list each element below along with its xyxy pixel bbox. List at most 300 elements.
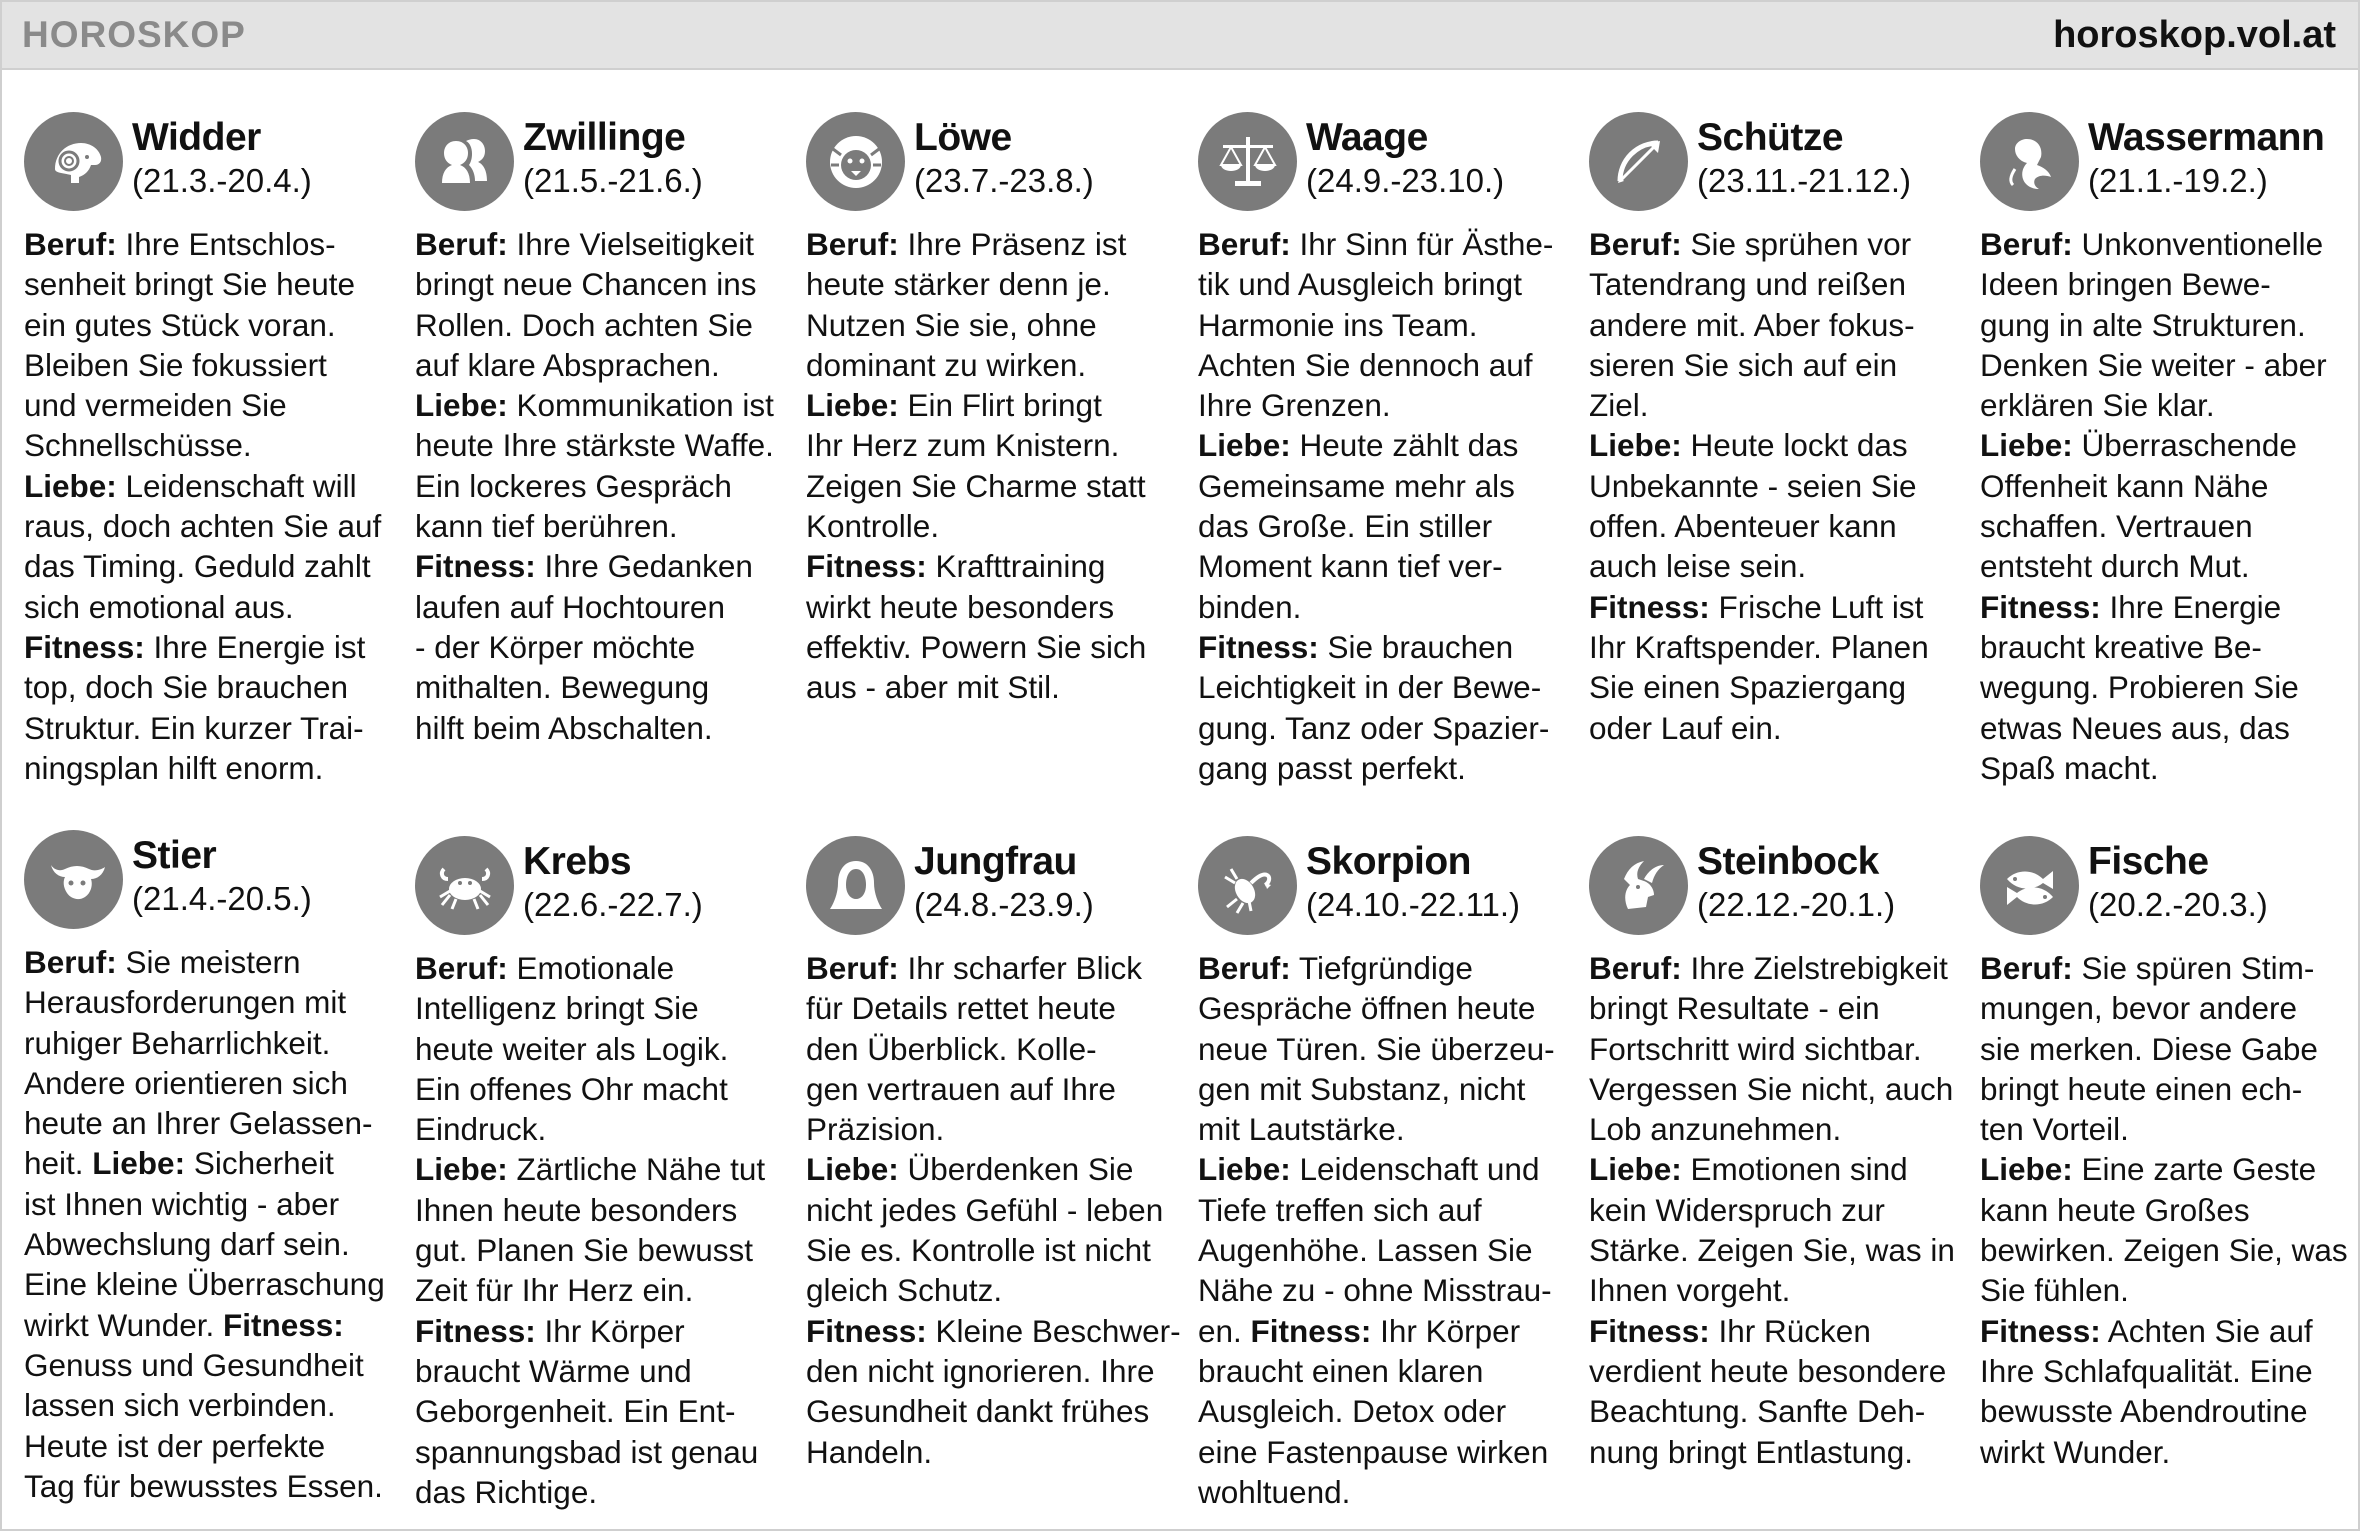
text-line xyxy=(806,587,1176,627)
text-segment: wirkt heute besonders xyxy=(806,588,1115,625)
text-segment: Spaß macht. xyxy=(1980,749,2159,786)
text-segment: Fortschritt wird sichtbar. xyxy=(1589,1030,1922,1067)
text-line xyxy=(806,667,1176,707)
text-segment: wegung. Probieren Sie xyxy=(1980,669,2299,706)
sign-text xyxy=(1980,948,2350,1472)
sign-name: Waage xyxy=(1306,116,1428,159)
sign-text xyxy=(806,948,1181,1472)
site-link[interactable]: horoskop.vol.at xyxy=(2053,14,2336,56)
text-line xyxy=(1198,264,1568,304)
text-line xyxy=(415,546,785,586)
text-segment: Nutzen Sie sie, ohne xyxy=(806,306,1097,343)
text-segment: sieren Sie sich auf ein xyxy=(1589,346,1898,383)
text-segment: Heute zählt das xyxy=(1290,427,1519,464)
sign-text xyxy=(1589,948,1959,1472)
text-segment: gung. Tanz oder Spazier- xyxy=(1198,709,1550,746)
text-segment: Ihre Präsenz ist xyxy=(898,226,1127,262)
text-line xyxy=(1589,546,1959,586)
text-segment: bringt heute einen ech- xyxy=(1980,1070,2303,1107)
text-line xyxy=(1980,748,2350,788)
text-segment: bewirken. Zeigen Sie, was xyxy=(1980,1232,2348,1269)
text-segment: erklären Sie klar. xyxy=(1980,387,2215,424)
text-line xyxy=(1589,1351,1959,1391)
text-line xyxy=(1589,988,1959,1028)
text-segment: Ihre Grenzen. xyxy=(1198,387,1391,424)
sign-header xyxy=(1589,836,1959,940)
sign-dates: (23.11.-21.12.) xyxy=(1697,162,1912,199)
text-segment: Ihre Gedanken xyxy=(535,548,753,585)
text-segment: Eine zarte Geste xyxy=(2072,1151,2317,1188)
text-segment: laufen auf Hochtouren xyxy=(415,588,725,625)
text-segment: binden. xyxy=(1198,588,1302,625)
text-line xyxy=(415,1351,785,1391)
text-line xyxy=(1589,948,1959,988)
text-segment: schaffen. Vertrauen xyxy=(1980,508,2253,545)
text-line xyxy=(24,942,394,982)
text-line xyxy=(1198,1029,1568,1069)
text-line xyxy=(806,506,1176,546)
text-line xyxy=(1980,1351,2350,1391)
text-segment: auf klare Absprachen. xyxy=(415,346,720,383)
text-segment: Genuss und Gesundheit xyxy=(24,1346,364,1383)
category-label: Liebe: xyxy=(1980,427,2073,464)
text-segment: Denken Sie weiter - aber xyxy=(1980,346,2327,383)
text-line xyxy=(415,1391,785,1431)
text-line xyxy=(24,1426,394,1466)
text-line xyxy=(1198,948,1568,988)
section-label: HOROSKOP xyxy=(22,14,246,55)
text-line xyxy=(24,466,394,506)
text-line xyxy=(415,587,785,627)
text-segment: ein gutes Stück voran. xyxy=(24,306,336,343)
category-label: Fitness: xyxy=(1198,628,1319,665)
text-segment: Ein offenes Ohr macht xyxy=(415,1070,728,1107)
text-segment: Beachtung. Sanfte Deh- xyxy=(1589,1393,1926,1430)
text-line xyxy=(24,667,394,707)
text-segment: Sie spüren Stim- xyxy=(2072,950,2315,986)
text-line xyxy=(1198,748,1568,788)
text-segment: dominant zu wirken. xyxy=(806,346,1087,383)
category-label: Beruf: xyxy=(806,950,899,986)
sign-fische xyxy=(1980,836,2350,1472)
text-line xyxy=(1980,1270,2350,1310)
category-label: Liebe: xyxy=(1198,1151,1291,1188)
ram-icon xyxy=(24,112,123,211)
text-segment: Stärke. Zeigen Sie, was in xyxy=(1589,1232,1955,1269)
text-line xyxy=(1980,948,2350,988)
text-line xyxy=(1198,1472,1568,1512)
category-label: Fitness: xyxy=(415,548,536,585)
text-line xyxy=(1198,1190,1568,1230)
crab-icon xyxy=(415,836,514,935)
text-line xyxy=(1198,345,1568,385)
text-line xyxy=(1198,546,1568,586)
text-segment: Sicherheit xyxy=(185,1145,334,1182)
text-line xyxy=(24,1224,394,1264)
text-segment: Rollen. Doch achten Sie xyxy=(415,306,753,343)
category-label: Liebe: xyxy=(1589,1151,1682,1188)
text-line xyxy=(1980,466,2350,506)
text-segment: Heute ist der perfekte xyxy=(24,1427,326,1464)
text-segment: Harmonie ins Team. xyxy=(1198,306,1478,343)
archer-icon xyxy=(1589,112,1688,211)
text-line xyxy=(1589,305,1959,345)
text-line xyxy=(1980,587,2350,627)
text-segment: Nähe zu - ohne Misstrau- xyxy=(1198,1272,1552,1309)
text-line xyxy=(1198,224,1568,264)
text-segment: Ihr Sinn für Ästhe- xyxy=(1290,226,1554,262)
text-line xyxy=(1589,1432,1959,1472)
text-segment: tik und Ausgleich bringt xyxy=(1198,266,1522,303)
text-line xyxy=(1198,1069,1568,1109)
category-label: Fitness: xyxy=(415,1312,536,1349)
text-line xyxy=(415,708,785,748)
text-segment: Ihre Zielstrebigkeit xyxy=(1681,950,1948,986)
text-segment: senheit bringt Sie heute xyxy=(24,266,355,303)
sign-schuetze xyxy=(1589,112,1959,748)
text-line xyxy=(1980,264,2350,304)
text-line xyxy=(1589,1109,1959,1149)
sign-name: Steinbock xyxy=(1697,840,1879,883)
text-segment: Überdenken Sie xyxy=(898,1151,1134,1188)
text-segment: spannungsbad ist genau xyxy=(415,1433,759,1470)
sign-dates: (21.1.-19.2.) xyxy=(2088,162,2268,199)
category-label: Fitness: xyxy=(1980,1312,2101,1349)
text-segment: das Timing. Geduld zahlt xyxy=(24,548,371,585)
text-segment: Augenhöhe. Lassen Sie xyxy=(1198,1232,1533,1269)
sign-name: Krebs xyxy=(523,840,632,883)
text-segment: Kontrolle. xyxy=(806,508,940,545)
text-segment: gen vertrauen auf Ihre xyxy=(806,1070,1116,1107)
category-label: Fitness: xyxy=(806,1312,927,1349)
text-line xyxy=(806,1432,1176,1472)
text-segment: Vergessen Sie nicht, auch xyxy=(1589,1070,1954,1107)
text-segment: Schnellschüsse. xyxy=(24,427,252,464)
text-line xyxy=(1980,1230,2350,1270)
text-segment: gang passt perfekt. xyxy=(1198,749,1466,786)
text-segment: Ihr Körper xyxy=(1371,1312,1521,1349)
text-line xyxy=(806,264,1176,304)
text-segment: Ihr Kraftspender. Planen xyxy=(1589,628,1929,665)
sign-header xyxy=(1980,112,2350,216)
text-line xyxy=(24,1264,394,1304)
category-label: Liebe: xyxy=(415,1151,508,1188)
text-segment: braucht kreative Be- xyxy=(1980,628,2262,665)
text-segment: entsteht durch Mut. xyxy=(1980,548,2250,585)
sign-text xyxy=(806,224,1176,708)
scorpion-icon xyxy=(1198,836,1297,935)
text-line xyxy=(1589,506,1959,546)
sign-dates: (23.7.-23.8.) xyxy=(914,162,1094,199)
text-line xyxy=(1198,1109,1568,1149)
text-line xyxy=(1980,708,2350,748)
sign-header xyxy=(1589,112,1959,216)
sign-name: Skorpion xyxy=(1306,840,1472,883)
text-segment: Handeln. xyxy=(806,1433,933,1470)
text-line xyxy=(415,667,785,707)
text-line xyxy=(24,748,394,788)
text-line xyxy=(24,1466,394,1506)
text-line xyxy=(806,1270,1176,1310)
ibex-icon xyxy=(1589,836,1688,935)
text-line xyxy=(1589,1149,1959,1189)
text-segment: Kleine Beschwer- xyxy=(926,1312,1181,1349)
text-segment: aus - aber mit Stil. xyxy=(806,669,1060,706)
sign-text xyxy=(24,224,394,788)
sign-skorpion xyxy=(1198,836,1568,1512)
text-line xyxy=(1980,1432,2350,1472)
text-segment: braucht einen klaren xyxy=(1198,1352,1484,1389)
text-line xyxy=(415,1029,785,1069)
sign-zwillinge xyxy=(415,112,785,748)
text-line xyxy=(1589,1029,1959,1069)
text-segment: und vermeiden Sie xyxy=(24,387,287,424)
text-line xyxy=(1198,1391,1568,1431)
text-segment: Herausforderungen mit xyxy=(24,984,347,1021)
text-line xyxy=(24,264,394,304)
text-line xyxy=(1589,667,1959,707)
text-segment: Ihre Energie ist xyxy=(144,628,366,665)
text-line xyxy=(24,1305,394,1345)
text-segment: gung in alte Strukturen. xyxy=(1980,306,2306,343)
text-segment: mithalten. Bewegung xyxy=(415,669,710,706)
text-segment: Offenheit kann Nähe xyxy=(1980,467,2269,504)
text-segment: kann tief berühren. xyxy=(415,508,678,545)
text-segment: Präzision. xyxy=(806,1111,945,1148)
text-line xyxy=(24,1023,394,1063)
text-segment: Sie meistern xyxy=(116,944,301,980)
text-line xyxy=(1980,988,2350,1028)
text-segment: Abwechslung darf sein. xyxy=(24,1226,350,1263)
text-segment: kein Widerspruch zur xyxy=(1589,1191,1885,1228)
text-line xyxy=(24,587,394,627)
text-line xyxy=(415,466,785,506)
text-line xyxy=(1198,1270,1568,1310)
text-segment: effektiv. Powern Sie sich xyxy=(806,628,1147,665)
sign-header xyxy=(1980,836,2350,940)
text-segment: Eindruck. xyxy=(415,1111,547,1148)
text-segment: braucht Wärme und xyxy=(415,1352,692,1389)
sign-name: Widder xyxy=(132,116,261,159)
sign-header xyxy=(24,830,394,934)
text-line xyxy=(1198,425,1568,465)
text-segment: heute an Ihrer Gelassen- xyxy=(24,1105,373,1142)
text-line xyxy=(1980,1069,2350,1109)
text-line xyxy=(415,948,785,988)
text-line xyxy=(1589,466,1959,506)
text-segment: Frische Luft ist xyxy=(1709,588,1924,625)
text-line xyxy=(806,1109,1176,1149)
text-line xyxy=(24,1385,394,1425)
text-segment: en. xyxy=(1198,1312,1251,1349)
text-segment: lassen sich verbinden. xyxy=(24,1387,336,1424)
sign-header xyxy=(1198,112,1568,216)
text-segment: Ihnen heute besonders xyxy=(415,1191,738,1228)
text-segment: ten Vorteil. xyxy=(1980,1111,2129,1148)
text-segment: nung bringt Entlastung. xyxy=(1589,1433,1913,1470)
text-segment: den nicht ignorieren. Ihre xyxy=(806,1352,1155,1389)
sign-text xyxy=(415,948,785,1512)
text-line xyxy=(806,1069,1176,1109)
text-line xyxy=(806,546,1176,586)
text-segment: Gemeinsame mehr als xyxy=(1198,467,1515,504)
text-segment: ruhiger Beharrlichkeit. xyxy=(24,1024,331,1061)
text-line xyxy=(1198,466,1568,506)
sign-dates: (20.2.-20.3.) xyxy=(2088,886,2268,923)
text-segment: andere mit. Aber fokus- xyxy=(1589,306,1915,343)
text-segment: Ein lockeres Gespräch xyxy=(415,467,732,504)
text-segment: heute weiter als Logik. xyxy=(415,1030,729,1067)
text-line xyxy=(1198,385,1568,425)
sign-text xyxy=(1980,224,2350,788)
sign-name: Löwe xyxy=(914,116,1012,159)
text-segment: den Überblick. Kolle- xyxy=(806,1030,1097,1067)
text-line xyxy=(415,305,785,345)
text-line xyxy=(415,627,785,667)
text-segment: sich emotional aus. xyxy=(24,588,294,625)
text-line xyxy=(1980,1109,2350,1149)
sign-name: Jungfrau xyxy=(914,840,1077,883)
text-line xyxy=(1198,305,1568,345)
text-line xyxy=(24,1345,394,1385)
text-line xyxy=(1198,1351,1568,1391)
text-segment: Sie einen Spaziergang xyxy=(1589,669,1906,706)
text-line xyxy=(806,1351,1176,1391)
category-label: Fitness: xyxy=(24,628,145,665)
text-segment: bewusste Abendroutine xyxy=(1980,1393,2308,1430)
text-segment: top, doch Sie brauchen xyxy=(24,669,348,706)
text-line xyxy=(1198,587,1568,627)
text-segment: bringt Resultate - ein xyxy=(1589,990,1880,1027)
sign-dates: (22.12.-20.1.) xyxy=(1697,886,1896,923)
text-segment: wirkt Wunder. xyxy=(24,1306,223,1343)
text-line xyxy=(415,425,785,465)
category-label: Liebe: xyxy=(1980,1151,2073,1188)
text-segment: Sie sprühen vor xyxy=(1681,226,1912,262)
text-segment: Moment kann tief ver- xyxy=(1198,548,1503,585)
sign-text xyxy=(24,942,394,1506)
sign-stier xyxy=(24,830,394,1506)
category-label: Fitness: xyxy=(1980,588,2101,625)
text-segment: Leichtigkeit in der Bewe- xyxy=(1198,669,1542,706)
text-line xyxy=(1198,667,1568,707)
text-line xyxy=(1980,1029,2350,1069)
text-line xyxy=(806,1391,1176,1431)
text-line xyxy=(806,627,1176,667)
sign-text xyxy=(1589,224,1959,748)
text-line xyxy=(1980,385,2350,425)
text-segment: Unbekannte - seien Sie xyxy=(1589,467,1917,504)
text-segment: Ihnen vorgeht. xyxy=(1589,1272,1791,1309)
sign-steinbock xyxy=(1589,836,1959,1472)
category-label: Beruf: xyxy=(1980,950,2073,986)
category-label: Liebe: xyxy=(415,387,508,424)
sign-header xyxy=(415,836,785,940)
category-label: Fitness: xyxy=(222,1306,344,1343)
text-line xyxy=(415,224,785,264)
text-segment: Ihre Energie xyxy=(2100,588,2282,625)
text-line xyxy=(1589,264,1959,304)
text-line xyxy=(1589,1391,1959,1431)
text-segment: Emotionale xyxy=(507,950,675,986)
text-line xyxy=(24,385,394,425)
text-segment: - der Körper möchte xyxy=(415,628,696,665)
text-line xyxy=(415,1472,785,1512)
text-segment: Zeigen Sie Charme statt xyxy=(806,467,1146,504)
text-segment: Tiefgründige xyxy=(1290,950,1473,986)
text-line xyxy=(415,988,785,1028)
text-line xyxy=(415,1230,785,1270)
text-segment: bringt neue Chancen ins xyxy=(415,266,757,303)
text-segment: mungen, bevor andere xyxy=(1980,990,2297,1027)
lion-icon xyxy=(806,112,905,211)
text-segment: Tiefe treffen sich auf xyxy=(1198,1191,1482,1228)
bull-icon xyxy=(24,830,123,929)
text-segment: Sie fühlen. xyxy=(1980,1272,2129,1309)
text-segment: Gesundheit dankt frühes xyxy=(806,1393,1150,1430)
sign-header xyxy=(806,836,1176,940)
sign-wassermann xyxy=(1980,112,2350,788)
text-segment: Leidenschaft will xyxy=(116,467,357,504)
text-segment: neue Türen. Sie überzeu- xyxy=(1198,1030,1555,1067)
category-label: Beruf: xyxy=(1198,950,1291,986)
text-line xyxy=(806,345,1176,385)
text-segment: Leidenschaft und xyxy=(1290,1151,1540,1188)
category-label: Liebe: xyxy=(1589,427,1682,464)
text-line xyxy=(1589,1190,1959,1230)
text-segment: für Details rettet heute xyxy=(806,990,1116,1027)
text-line xyxy=(24,982,394,1022)
text-segment: raus, doch achten Sie auf xyxy=(24,508,382,545)
sign-dates: (24.10.-22.11.) xyxy=(1306,886,1521,923)
category-label: Beruf: xyxy=(1589,950,1682,986)
text-line xyxy=(1589,224,1959,264)
text-line xyxy=(24,506,394,546)
text-segment: wirkt Wunder. xyxy=(1980,1433,2171,1470)
sign-dates: (21.3.-20.4.) xyxy=(132,162,312,199)
text-segment: sie merken. Diese Gabe xyxy=(1980,1030,2318,1067)
text-line xyxy=(415,1270,785,1310)
text-line xyxy=(1980,345,2350,385)
text-line xyxy=(415,385,785,425)
category-label: Beruf: xyxy=(24,944,117,980)
category-label: Liebe: xyxy=(24,467,117,504)
category-label: Beruf: xyxy=(1198,226,1291,262)
text-segment: Ausgleich. Detox oder xyxy=(1198,1393,1507,1430)
text-line xyxy=(415,345,785,385)
sign-header xyxy=(24,112,394,216)
text-segment: gleich Schutz. xyxy=(806,1272,1003,1309)
sign-loewe xyxy=(806,112,1176,708)
text-segment: Kommunikation ist xyxy=(507,387,774,424)
text-segment: Überraschende xyxy=(2072,427,2297,464)
text-line xyxy=(806,1149,1176,1189)
sign-text xyxy=(415,224,785,748)
category-label: Beruf: xyxy=(1589,226,1682,262)
text-line xyxy=(1980,425,2350,465)
text-segment: Ihr Körper xyxy=(535,1312,685,1349)
text-line xyxy=(1589,1311,1959,1351)
sign-krebs xyxy=(415,836,785,1512)
text-line xyxy=(415,506,785,546)
category-label: Beruf: xyxy=(1980,226,2073,262)
text-line xyxy=(1980,627,2350,667)
text-segment: Achten Sie dennoch auf xyxy=(1198,346,1533,383)
water-bearer-icon xyxy=(1980,112,2079,211)
text-line xyxy=(806,1311,1181,1351)
text-line xyxy=(24,1143,394,1183)
text-segment: kann heute Großes xyxy=(1980,1191,2250,1228)
